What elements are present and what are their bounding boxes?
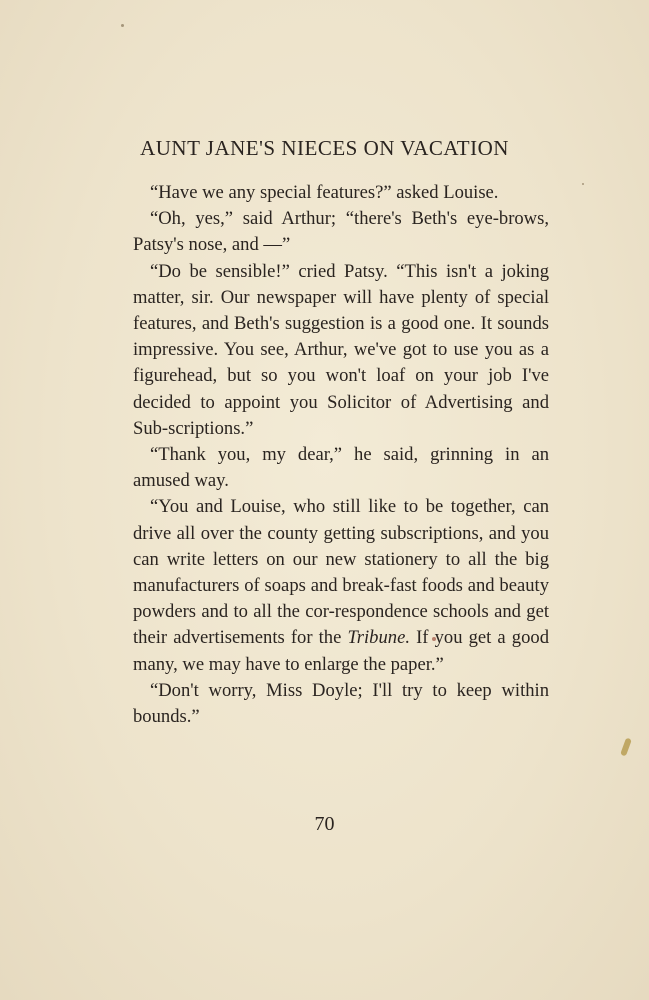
newspaper-title: Tribune.: [347, 627, 410, 649]
paper-stain: [620, 738, 632, 757]
body-text: [133, 180, 549, 730]
paper-speck: [582, 183, 584, 185]
paragraph: “Oh, yes,” said Arthur; “there's Beth's eye-brows, Patsy's nose, and —”: [133, 208, 549, 256]
paragraph-text: “You and Louise, who still like to be together, can drive all over the county getting subscriptions, and you can write letters on our new stationery to all the big manufacturers of soaps and break-fast foods and beauty powders and to all the cor-respondence schools and get their advertisements for the: [133, 496, 549, 649]
page-number: 70: [314, 813, 335, 835]
paragraph-text: If you get a good many, we may have to enlarge the paper.”: [133, 627, 549, 675]
paragraph: [133, 494, 549, 677]
paragraph: “Don't worry, Miss Doyle; I'll try to keep within bounds.”: [133, 679, 549, 728]
paragraph: “Thank you, my dear,” he said, grinning in an amused way.: [133, 444, 549, 492]
running-head: AUNT JANE'S NIECES ON VACATION: [140, 136, 509, 160]
paper-speck: [121, 24, 124, 27]
paragraph: “Have we any special features?” asked Louise.: [150, 182, 499, 203]
paragraph: “Do be sensible!” cried Patsy. “This isn't a joking matter, sir. Our newspaper will have plenty of special features, and Beth's suggestion is a good one. It sounds impressive. You see, Arthur, we've got to use you as a figurehead, but so you won't loaf on your job I've decided to appoint you Solicitor of Advertising and Sub-scriptions.”: [133, 260, 549, 439]
